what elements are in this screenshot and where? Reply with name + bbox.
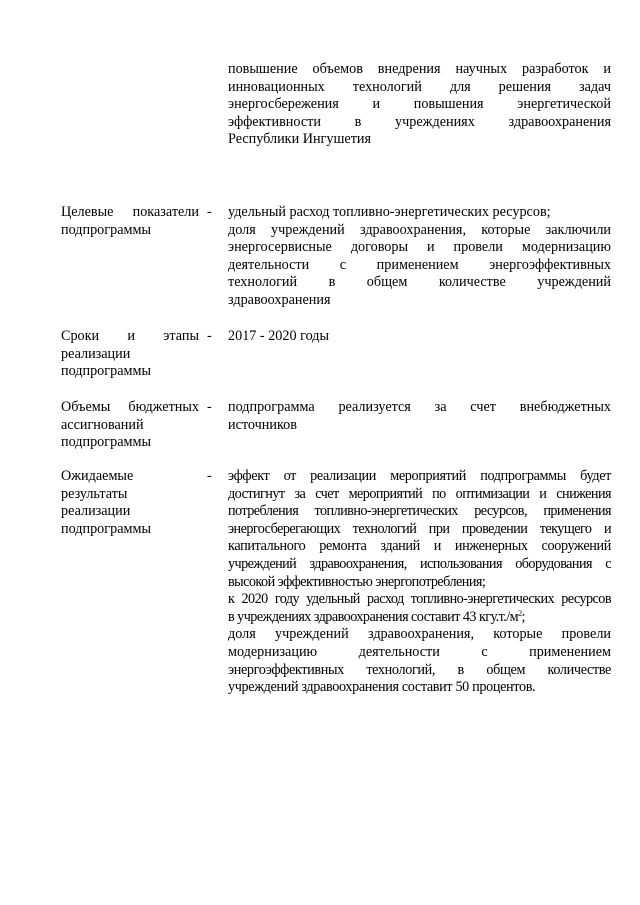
content-line: здравоохранения <box>228 291 331 308</box>
content-line: модернизацию деятельности с применением <box>228 643 611 660</box>
superscript: 2 <box>518 608 522 618</box>
content-line: энергосберегающих технологий при проведении текущего и <box>228 520 611 537</box>
content-line: высокой эффективностью энергопотребления; <box>228 573 486 590</box>
content-line: энергоэффективных технологий, в общем количестве <box>228 661 611 678</box>
content-line: эффект от реализации мероприятий подпрограммы будет <box>228 468 611 484</box>
row-content-timeline <box>228 328 611 346</box>
content-line: источников <box>228 416 297 433</box>
row-dash: - <box>207 328 212 344</box>
content-line: к 2020 году удельный расход топливно-энергетических ресурсов <box>228 591 611 608</box>
intro-line: повышение объемов внедрения научных разработок и <box>228 61 611 77</box>
label-line: реализации <box>61 503 131 520</box>
row-label-budget <box>61 399 199 452</box>
row-content-budget <box>228 399 611 434</box>
content-line: доля учреждений здравоохранения, которые заключили <box>228 221 611 238</box>
row-label-timeline <box>61 328 199 381</box>
content-line: подпрограмма реализуется за счет внебюджетных <box>228 399 611 415</box>
content-line: энергосервисные договоры и провели модернизацию <box>228 239 611 256</box>
content-line: учреждений здравоохранения составит 50 процентов. <box>228 679 536 696</box>
label-line: подпрограммы <box>61 520 151 537</box>
content-line-text: в учреждениях здравоохранения составит 43 кгу.т./м <box>228 608 519 625</box>
label-line: Сроки и этапы <box>61 328 199 344</box>
label-line: Ожидаемые <box>61 468 134 484</box>
row-dash: - <box>207 468 212 484</box>
intro-line: инновационных технологий для решения задач <box>228 78 611 95</box>
intro-paragraph <box>228 61 611 149</box>
content-line: 2017 - 2020 годы <box>228 328 330 344</box>
row-content-targets <box>228 204 611 310</box>
label-line: реализации <box>61 345 131 362</box>
content-line: потребления топливно-энергетических ресурсов, применения <box>228 503 611 520</box>
content-line: деятельности с применением энергоэффективных <box>228 256 611 273</box>
content-line: технологий в общем количестве учреждений <box>228 274 611 291</box>
intro-line: энергосбережения и повышения энергетической <box>228 96 611 113</box>
label-line: ассигнований <box>61 416 144 433</box>
label-line: результаты <box>61 485 128 502</box>
content-line: достигнут за счет мероприятий по оптимизации и снижения <box>228 485 611 502</box>
content-line: доля учреждений здравоохранения, которые провели <box>228 626 611 643</box>
row-dash: - <box>207 204 212 220</box>
row-label-results <box>61 468 199 538</box>
content-line: учреждений здравоохранения, использования оборудования с <box>228 555 611 572</box>
label-line: подпрограммы <box>61 363 151 380</box>
intro-line: Республики Ингушетия <box>228 131 372 148</box>
row-content-results <box>228 468 611 697</box>
row-dash: - <box>207 399 212 415</box>
content-line-with-unit <box>228 609 611 627</box>
row-label-targets <box>61 204 199 239</box>
label-line: подпрограммы <box>61 434 151 451</box>
content-line: капитального ремонта зданий и инженерных сооружений <box>228 538 611 555</box>
intro-line: эффективности в учреждениях здравоохранения <box>228 113 611 130</box>
content-line: удельный расход топливно-энергетических ресурсов; <box>228 204 551 220</box>
label-line: подпрограммы <box>61 221 151 238</box>
label-line: Объемы бюджетных <box>61 399 199 415</box>
label-line: Целевые показатели <box>61 204 199 220</box>
line-suffix: ; <box>521 608 525 625</box>
